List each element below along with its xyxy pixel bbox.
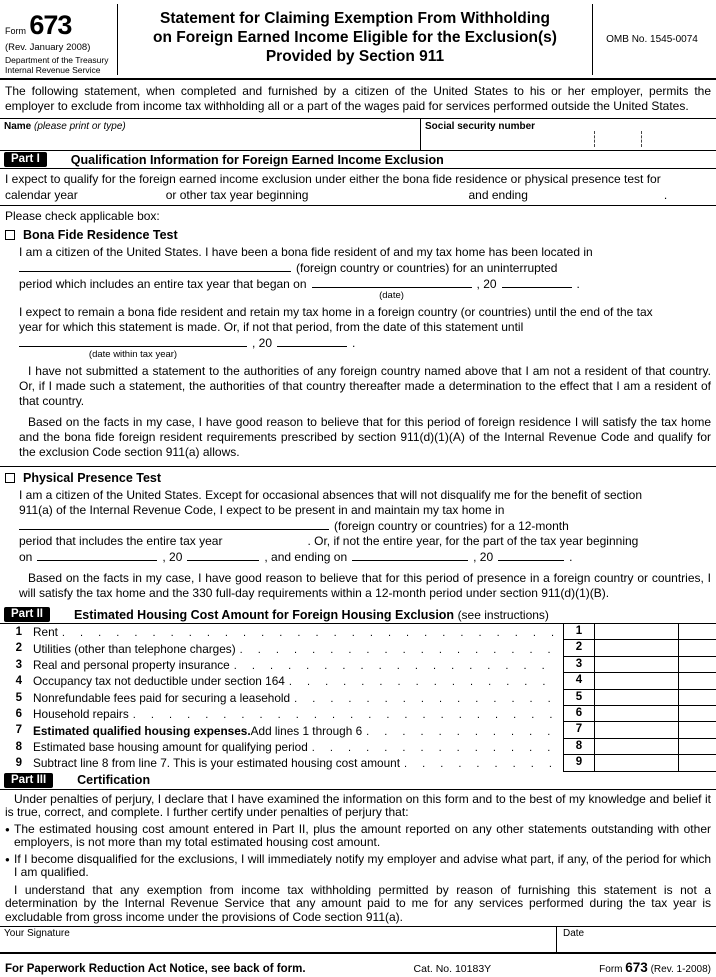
dot-leader	[289, 674, 559, 688]
footer-revision: (Rev. 1-2008)	[650, 964, 711, 976]
bona-fide-p1	[19, 245, 711, 301]
housing-amount-cell[interactable]	[594, 624, 678, 640]
row-line-number: 4	[563, 673, 594, 689]
cert-paragraph1: Under penalties of perjury, I declare that I have examined the information on this form and to the best of my knowledge and belief it is true, correct, and complete. I further certify under penalties of perjury that:	[5, 791, 711, 820]
divider	[0, 205, 716, 206]
dot-leader	[366, 724, 559, 738]
phys-on-label: on	[19, 550, 33, 564]
housing-amount-cell[interactable]	[594, 690, 678, 706]
housing-table-row	[0, 706, 716, 722]
statement-until-year-blank[interactable]	[277, 335, 347, 347]
physical-p2: Based on the facts in my case, I have good reason to believe that for this period of presence in a foreign country or countries, I will satisfy the tax home and the 330 full-day requirements within a 12-month period under section 911(d)(1)(B).	[19, 571, 711, 600]
dot-leader	[240, 642, 559, 656]
name-hint: (please print or type)	[34, 121, 126, 132]
certification-body	[5, 793, 711, 925]
housing-cents-cell[interactable]	[678, 640, 716, 656]
housing-table-row	[0, 673, 716, 689]
bona-p2-line1: I expect to remain a bona fide resident and retain my tax home in a foreign country (or countries) until the end of the tax	[19, 305, 653, 319]
signature-field[interactable]	[0, 927, 556, 952]
signature-label: Your Signature	[4, 928, 70, 940]
row-number: 5	[15, 691, 22, 704]
divider	[0, 466, 716, 467]
housing-amount-cell[interactable]	[594, 755, 678, 771]
part2-header	[0, 606, 716, 624]
bona-fide-p2	[19, 305, 711, 360]
dot-leader	[133, 707, 559, 721]
physical-p1	[19, 488, 711, 565]
row-label: Household repairs . . .	[22, 706, 563, 722]
housing-table-row	[0, 640, 716, 656]
part2-badge: Part II	[4, 607, 50, 622]
row-label: Real and personal property insurance . . .	[22, 657, 563, 673]
dot-leader	[404, 756, 559, 770]
bona-p2-end: .	[352, 336, 356, 350]
row-line-number: 7	[563, 722, 594, 738]
bona-p2-20: , 20	[252, 336, 273, 350]
dept-line2: Internal Revenue Service	[5, 65, 101, 75]
paperwork-notice: For Paperwork Reduction Act Notice, see back of form.	[5, 963, 306, 976]
part3-title: Certification	[77, 773, 151, 788]
intro-paragraph: The following statement, when completed and furnished by a citizen of the United States to his or her employer, permits the employer to exclude from income tax withholding all or a part of the wages paid for services performed outside the United States.	[5, 84, 711, 113]
bona-fide-body	[19, 245, 711, 460]
housing-cents-cell[interactable]	[678, 690, 716, 706]
date-within-caption: (date within tax year)	[88, 349, 178, 360]
part3-badge: Part III	[4, 773, 53, 788]
bona-fide-checkbox[interactable]	[5, 230, 15, 240]
ssn-field[interactable]	[420, 119, 716, 150]
dot-leader	[312, 740, 559, 754]
housing-table-row	[0, 755, 716, 771]
housing-amount-cell[interactable]	[594, 706, 678, 722]
housing-cents-cell[interactable]	[678, 739, 716, 755]
end-year-blank[interactable]	[498, 549, 564, 561]
part3-header	[0, 772, 716, 790]
phys-p1-period-pre: period that includes the entire tax year	[19, 534, 223, 548]
housing-table-row	[0, 739, 716, 755]
other-tax-year-end-blank[interactable]	[528, 188, 664, 199]
housing-cents-cell[interactable]	[678, 673, 716, 689]
part1-title: Qualification Information for Foreign Earned Income Exclusion	[70, 152, 444, 167]
tax-year-begin-date-blank[interactable]	[312, 276, 472, 301]
housing-cost-table	[0, 624, 716, 772]
entire-tax-year-blank[interactable]	[227, 534, 307, 545]
phys-p1-line2: 911(a) of the Internal Revenue Code, I expect to be present in and maintain my tax home in	[19, 503, 505, 517]
phys-p1-after-blank: (foreign country or countries) for a 12-month	[334, 519, 569, 533]
footer-form-id: Form 673 (Rev. 1-2008)	[599, 960, 711, 976]
phys-p1-or-text: . Or, if not the entire year, for the part of the tax year beginning	[307, 534, 639, 548]
ssn-label: Social security number	[425, 121, 536, 132]
row-line-number: 2	[563, 640, 594, 656]
row-number: 6	[15, 707, 22, 720]
physical-presence-checkbox[interactable]	[5, 473, 15, 483]
ssn-separator	[641, 131, 642, 147]
cert-bullet1: ● The estimated housing cost amount entered in Part II, plus the amount reported on any other statements outstanding with other employers, is not more than my total estimated housing cost amount.	[5, 823, 711, 850]
physical-presence-body	[19, 488, 711, 601]
dot-leader	[234, 658, 559, 672]
date-label: Date	[563, 928, 585, 940]
begin-year-blank[interactable]	[187, 549, 259, 561]
bona-fide-p4: Based on the facts in my case, I have good reason to believe that for this period of foreign residence I will satisfy the tax home and the bona fide foreign resident requirements prescribed by section 911(d)(1)(A) of the Internal Revenue Code and qualify for the exclusion Code section 911(a) allows.	[19, 415, 711, 459]
part1-header	[0, 151, 716, 169]
begin-date-blank[interactable]	[37, 549, 157, 561]
other-tax-year-begin-blank[interactable]	[308, 188, 468, 199]
tax-year-begin-year-blank[interactable]	[502, 276, 572, 288]
part2-title: Estimated Housing Cost Amount for Foreign Housing Exclusion (see instructions)	[73, 607, 549, 622]
ssn-separator	[594, 131, 595, 147]
form-title	[117, 4, 593, 75]
housing-amount-cell[interactable]	[594, 739, 678, 755]
bona-fide-row	[5, 227, 711, 243]
footer-form-number: 673	[625, 960, 648, 976]
form-header	[0, 4, 716, 80]
calendar-year-blank[interactable]	[78, 188, 166, 199]
physical-country-blank[interactable]	[19, 518, 329, 530]
title-line3: Provided by Section 911	[265, 48, 445, 65]
row-number: 9	[15, 757, 22, 770]
part2-note: (see instructions)	[457, 607, 549, 622]
signature-row	[0, 926, 716, 954]
row-number: 4	[15, 675, 22, 688]
bona-p1-began-on: period which includes an entire tax year that began on	[19, 277, 307, 291]
row-number: 7	[15, 724, 22, 737]
physical-presence-row	[5, 470, 711, 486]
row-label: Occupancy tax not deductible under section 164 . . .	[22, 673, 563, 689]
cert-bullet2: ● If I become disqualified for the exclusions, I will immediately notify my employer and advise what part, if any, of the period for which I am qualified.	[5, 853, 711, 880]
row-label: Rent . . .	[22, 624, 563, 640]
name-label: Name	[4, 121, 32, 132]
date-field[interactable]	[556, 927, 716, 952]
bona-p1-after-blank: (foreign country or countries) for an uninterrupted	[296, 261, 558, 275]
bona-p1-end: .	[576, 277, 580, 291]
housing-table-row	[0, 624, 716, 640]
row-line-number: 6	[563, 706, 594, 722]
dept-line1: Department of the Treasury	[5, 55, 109, 65]
phys-20b: , 20	[473, 550, 494, 564]
statement-until-date-blank[interactable]	[19, 335, 247, 360]
row-label: Estimated base housing amount for qualifying period . . .	[22, 739, 563, 755]
phys-end-period: .	[569, 550, 573, 564]
housing-cents-cell[interactable]	[678, 755, 716, 771]
housing-table-row	[0, 722, 716, 738]
omb-number: OMB No. 1545-0074	[606, 34, 698, 45]
bona-p2-line2: year for which this statement is made. Or, if not that period, from the date of this statement until	[19, 320, 524, 334]
catalog-number: Cat. No. 10183Y	[413, 963, 492, 976]
row-label: Estimated qualified housing expenses. Add lines 1 through 6 . . .	[22, 722, 563, 738]
housing-table-row	[0, 690, 716, 706]
form-revision: (Rev. January 2008)	[5, 42, 91, 53]
housing-cents-cell[interactable]	[678, 722, 716, 738]
housing-table-row	[0, 657, 716, 673]
title-line1: Statement for Claiming Exemption From Withholding	[160, 10, 550, 27]
housing-amount-cell[interactable]	[594, 657, 678, 673]
check-instruction: Please check applicable box:	[5, 209, 160, 223]
housing-table-body	[0, 624, 716, 772]
row-number: 1	[15, 626, 22, 638]
name-field[interactable]	[0, 119, 420, 150]
form-id-block	[5, 4, 117, 75]
bona-p1-line1: I am a citizen of the United States. I have been a bona fide resident of and my tax home has been located in	[19, 245, 593, 259]
bona-fide-title: Bona Fide Residence Test	[23, 228, 178, 242]
row-line-number: 8	[563, 739, 594, 755]
end-date-blank[interactable]	[352, 549, 468, 561]
date-caption: (date)	[379, 290, 404, 301]
foreign-country-blank[interactable]	[19, 260, 291, 272]
housing-amount-cell[interactable]	[594, 640, 678, 656]
housing-cents-cell[interactable]	[678, 624, 716, 640]
dot-leader	[294, 691, 559, 705]
row-line-number: 5	[563, 690, 594, 706]
other-tax-year-label: or other tax year beginning	[165, 188, 309, 202]
phys-20a: , 20	[162, 550, 183, 564]
physical-presence-title: Physical Presence Test	[23, 471, 162, 485]
housing-amount-cell[interactable]	[594, 673, 678, 689]
phys-ending-label: , and ending on	[264, 550, 348, 564]
row-label: Nonrefundable fees paid for securing a leasehold . . .	[22, 690, 563, 706]
form-footer	[5, 960, 711, 975]
housing-amount-cell[interactable]	[594, 722, 678, 738]
row-number: 3	[15, 658, 22, 671]
qualify-period: .	[663, 188, 668, 202]
housing-cents-cell[interactable]	[678, 706, 716, 722]
row-label: Utilities (other than telephone charges) . . .	[22, 640, 563, 656]
dot-leader	[62, 625, 559, 639]
cert-paragraph2: I understand that any exemption from income tax withholding permitted by reason of furnishing this statement is not a determination by the Internal Revenue Service that any amount paid to me for any services performed during the tax year is excludable from gross income under the provisions of Code section 911(a).	[5, 882, 711, 924]
phys-p1-line1: I am a citizen of the United States. Except for occasional absences that will not disqualify me for the benefit of section	[19, 488, 642, 502]
qualify-line1: I expect to qualify for the foreign earned income exclusion under either the bona fide residence or physical presence test for	[5, 172, 661, 186]
and-ending-label: and ending	[468, 188, 528, 202]
calendar-year-label: calendar year	[5, 188, 78, 202]
housing-cents-cell[interactable]	[678, 657, 716, 673]
row-line-number: 9	[563, 755, 594, 771]
row-number: 2	[15, 642, 22, 655]
part1-badge: Part I	[4, 152, 47, 167]
row-line-number: 3	[563, 657, 594, 673]
form-number: 673	[29, 10, 72, 40]
bona-p1-20: , 20	[476, 277, 497, 291]
bona-fide-p3: I have not submitted a statement to the authorities of any foreign country named above that I am not a resident of that country. Or, if I made such a statement, the authorities of that country thereafter made a determination to the effect that I am a resident of that country.	[19, 364, 711, 408]
row-label: Subtract line 8 from line 7. This is your estimated housing cost amount . . .	[22, 755, 563, 771]
name-ssn-row	[0, 118, 716, 151]
row-line-number: 1	[563, 624, 594, 640]
title-line2: on Foreign Earned Income Eligible for the Exclusion(s)	[153, 29, 557, 46]
qualify-line2	[5, 187, 711, 205]
form-word: Form	[5, 26, 26, 36]
row-number: 8	[15, 740, 22, 753]
